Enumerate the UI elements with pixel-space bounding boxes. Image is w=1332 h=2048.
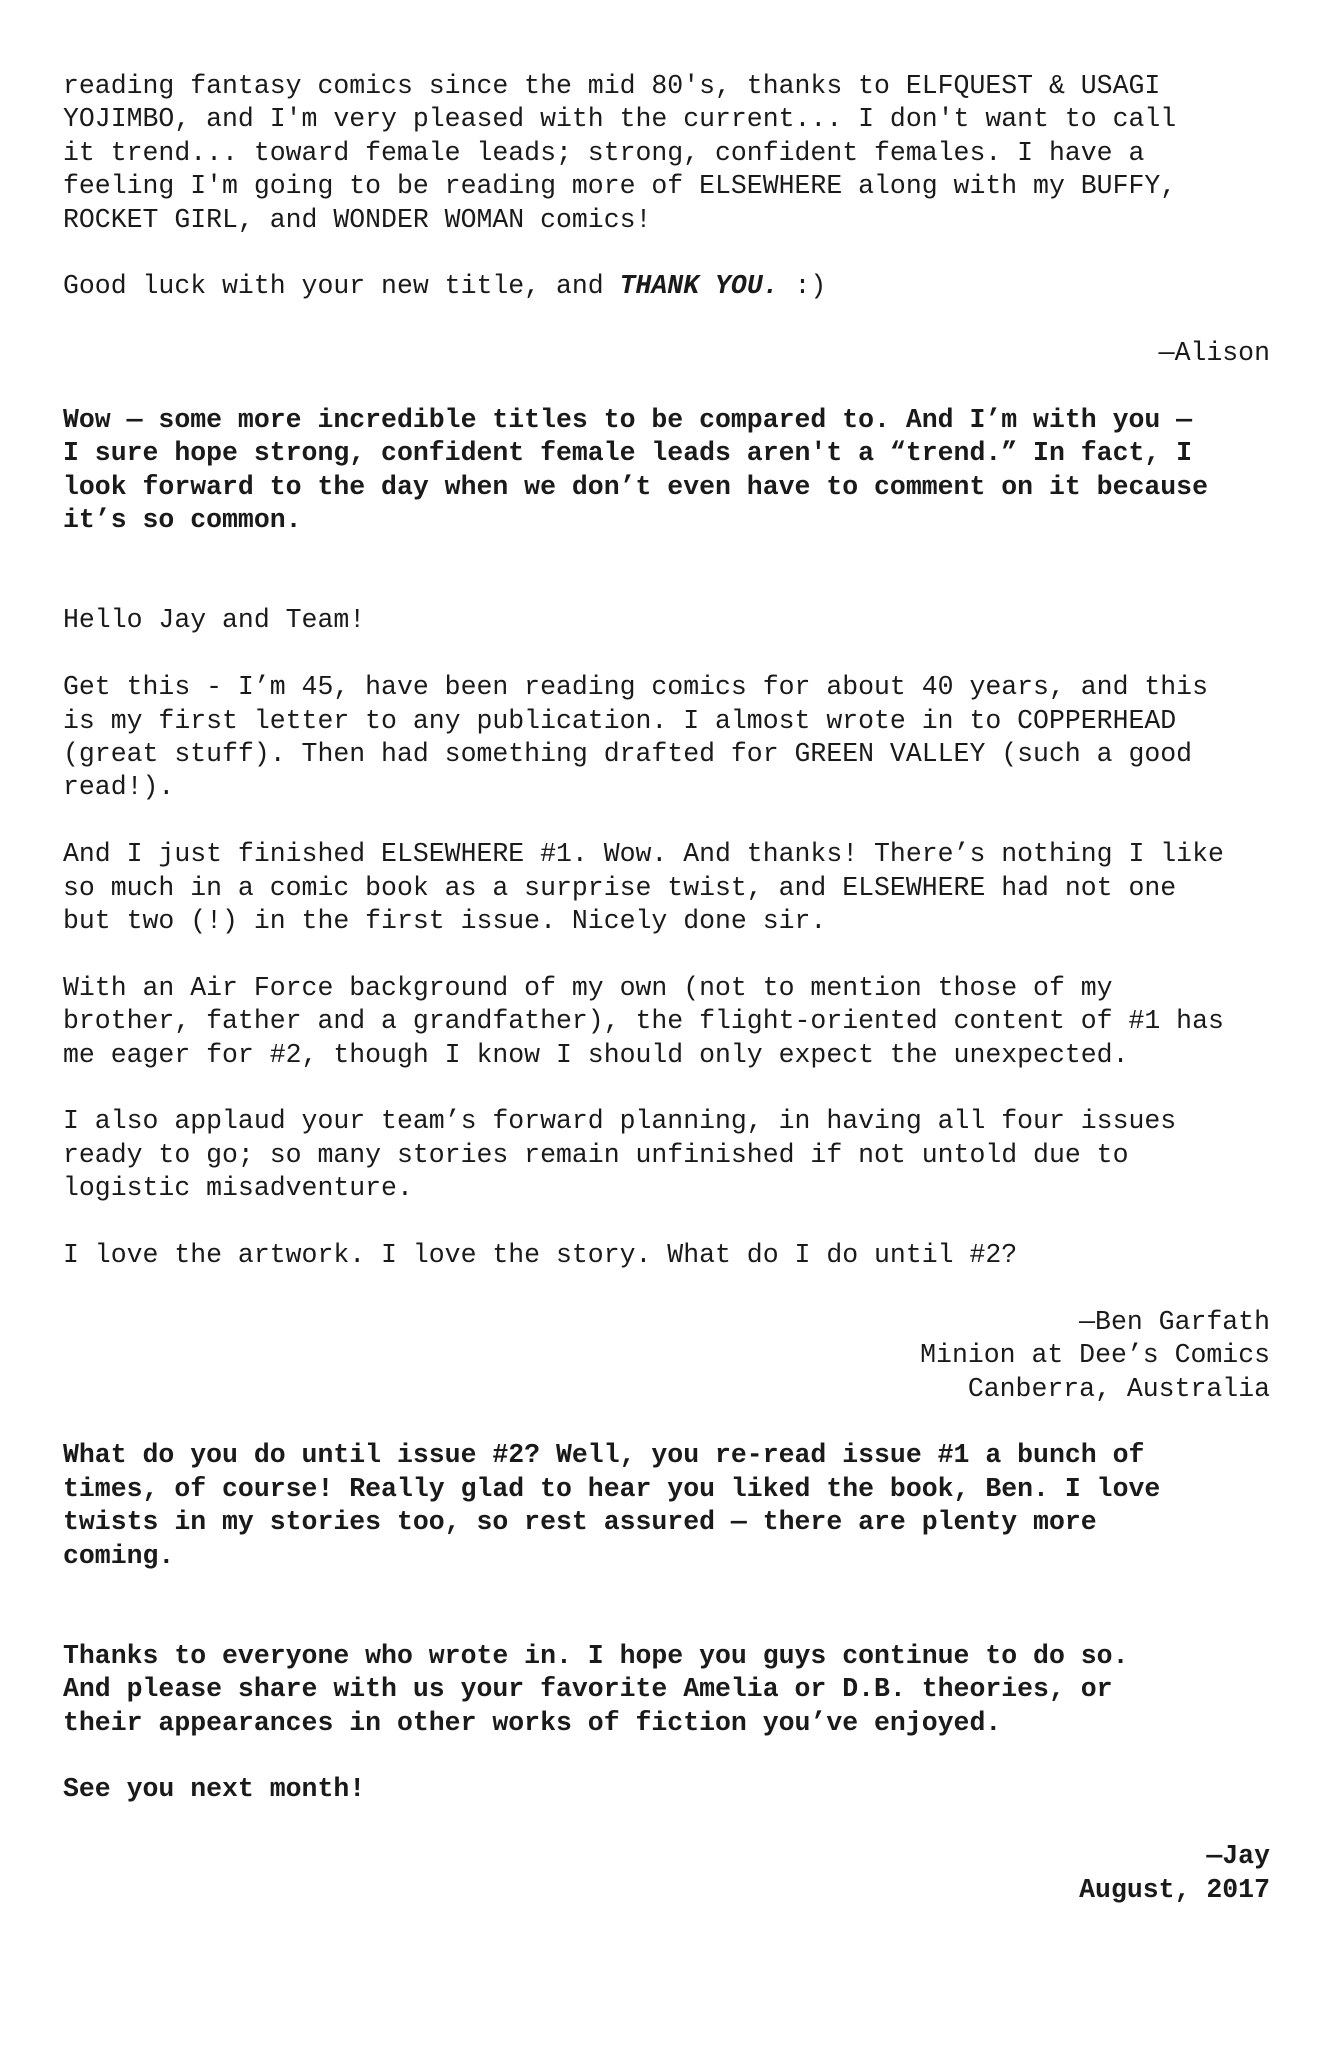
text-line: times, of course! Really glad to hear you liked the book, Ben. I love [63, 1473, 1161, 1504]
text-line: brother, father and a grandfather), the flight-oriented content of #1 has [63, 1006, 1224, 1037]
signature-location: Canberra, Australia [967, 1373, 1270, 1404]
text-line: so much in a comic book as a surprise twist, and ELSEWHERE had not one [63, 872, 1177, 903]
signature-jay: —Jay [1206, 1841, 1270, 1872]
text-line: I love the artwork. I love the story. What do I do until #2? [63, 1240, 1018, 1271]
closing-suffix: :) [778, 271, 827, 302]
text-line: reading fantasy comics since the mid 80's, thanks to ELFQUEST & USAGI [63, 71, 1161, 101]
text-line: (great stuff). Then had something drafted for GREEN VALLEY (such a good [63, 739, 1193, 770]
closing-line [63, 270, 1270, 303]
letter-alison-closing [63, 270, 1270, 303]
letter-ben-paragraph-3 [63, 972, 1270, 1072]
closing-prefix: Good luck with your new title, and [63, 271, 620, 302]
text-line: coming. [63, 1540, 175, 1571]
text-line: I sure hope strong, confident female leads aren't a “trend.” In fact, I [63, 438, 1193, 469]
text-line: And I just finished ELSEWHERE #1. Wow. And thanks! There’s nothing I like [63, 839, 1224, 870]
signature-name: —Ben Garfath [1079, 1306, 1270, 1337]
text-line: logistic misadventure. [63, 1173, 413, 1204]
letter-ben-paragraph-1 [63, 671, 1270, 805]
thank-you-emphasis: THANK YOU. [619, 271, 779, 302]
section-gap [63, 571, 1270, 604]
letter-alison-signature [63, 337, 1270, 370]
text-line: Wow — some more incredible titles to be compared to. And I’m with you — [63, 405, 1193, 436]
greeting: Hello Jay and Team! [63, 605, 366, 636]
text-line: read!). [63, 772, 175, 803]
text-line: it trend... toward female leads; strong, confident females. I have a [63, 137, 1145, 168]
text-line: YOJIMBO, and I'm very pleased with the current... I don't want to call [63, 104, 1177, 135]
text-line: twists in my stories too, so rest assured — there are plenty more [63, 1507, 1097, 1538]
text-line: look forward to the day when we don’t even have to comment on it because [63, 471, 1208, 502]
text-line: ROCKET GIRL, and WONDER WOMAN comics! [63, 204, 652, 235]
letter-alison-body [63, 70, 1270, 237]
text-line: Thanks to everyone who wrote in. I hope you guys continue to do so. [63, 1640, 1129, 1671]
text-line: I also applaud your team’s forward planning, in having all four issues [63, 1106, 1177, 1137]
editor-farewell [63, 1773, 1270, 1806]
text-line: And please share with us your favorite Amelia or D.B. theories, or [63, 1674, 1113, 1705]
letter-ben-signature [63, 1306, 1270, 1406]
text-line: me eager for #2, though I know I should only expect the unexpected. [63, 1039, 1129, 1070]
letters-page [63, 70, 1270, 1940]
section-gap [63, 1606, 1270, 1639]
letter-ben-greeting [63, 604, 1270, 637]
text-line: it’s so common. [63, 505, 302, 536]
text-line: What do you do until issue #2? Well, you re-read issue #1 a bunch of [63, 1440, 1145, 1471]
text-line: is my first letter to any publication. I almost wrote in to COPPERHEAD [63, 705, 1177, 736]
editor-signature [63, 1840, 1270, 1907]
letter-ben-paragraph-2 [63, 838, 1270, 938]
text-line: feeling I'm going to be reading more of ELSEWHERE along with my BUFFY, [63, 171, 1177, 202]
text-line: ready to go; so many stories remain unfinished if not untold due to [63, 1139, 1129, 1170]
text-line: With an Air Force background of my own (not to mention those of my [63, 972, 1113, 1003]
editor-reply-alison [63, 404, 1270, 538]
farewell-text: See you next month! [63, 1774, 366, 1805]
editor-reply-ben [63, 1439, 1270, 1573]
signature-alison: —Alison [1158, 338, 1270, 369]
editor-closing-note [63, 1640, 1270, 1740]
text-line: but two (!) in the first issue. Nicely done sir. [63, 906, 827, 937]
text-line: their appearances in other works of fiction you’ve enjoyed. [63, 1707, 1002, 1738]
text-line: Get this - I’m 45, have been reading comics for about 40 years, and this [63, 672, 1208, 703]
signature-date: August, 2017 [1079, 1874, 1270, 1905]
letter-ben-paragraph-4 [63, 1105, 1270, 1205]
signature-title: Minion at Dee’s Comics [920, 1340, 1270, 1371]
letter-ben-paragraph-5 [63, 1239, 1270, 1272]
